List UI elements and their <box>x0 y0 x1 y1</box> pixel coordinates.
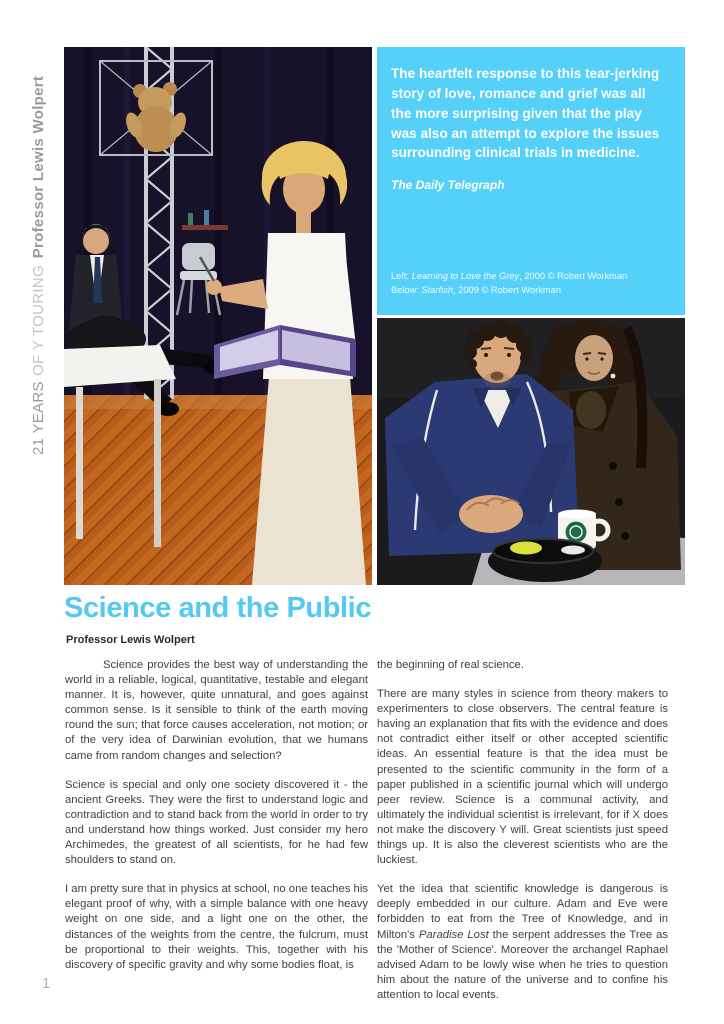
starfish-scene-photo <box>377 318 685 585</box>
sidebar-touring-label: OF Y TOURING <box>30 265 47 376</box>
stage-photo-illustration <box>64 47 372 585</box>
article-column-left <box>65 658 368 987</box>
actors-photo-illustration <box>377 318 685 585</box>
press-quote-box <box>377 47 685 315</box>
paragraph: Science provides the best way of understanding the world in a reliable, logical, quantitative, testable and elegant manner. It is, however, quite unnatural, and goes against common sense. Is it sensible to think of the earth moving round the sun; that force causes acceleration, not motion; or of the very idea of Darwinian evolution, that we humans came from random changes and selection? <box>65 659 368 762</box>
black-bag <box>488 539 602 582</box>
photo-captions <box>391 270 671 297</box>
press-quote-attribution: The Daily Telegraph <box>391 178 505 193</box>
sidebar-years-label: 21 YEARS <box>30 381 47 455</box>
article-column-right <box>377 658 668 1017</box>
stage-rehearsal-photo <box>64 47 372 585</box>
paragraph: the beginning of real science. <box>377 659 524 671</box>
article-author: Professor Lewis Wolpert <box>66 634 195 646</box>
clasped-hands <box>459 495 523 533</box>
page-number: 1 <box>42 975 51 992</box>
paragraph: There are many styles in science from theory makers to experimenters to close observers. The central feature is having an explanation that fits with the evidence and does not contradict either itself or other accepted scientific ideas. An essential feature is that the idea must be presented to the scientific community in the form of a paper published in a scientific journal which will undergo peer review. Science is a communal activity, and ultimately the individual scientist is irrelevant, for if X does not make the discovery Y will. Great scientists just speed things up. It is also the cleverest scientists who are the luckiest. <box>377 688 668 867</box>
sidebar-author-label: Professor Lewis Wolpert <box>30 75 47 259</box>
paragraph: I am pretty sure that in physics at school, no one teaches his elegant proof of why, with a simple balance with one heavy weight on one side, and a light one on the other, the distances of the weights from the centre, the fulcrum, must be proportional to their weights. This, together with his discovery of specific gravity and why some bodies float, is <box>65 883 368 971</box>
caption-line-1: Left: Learning to Love the Grey, 2000 © Robert Workman <box>391 271 628 282</box>
sidebar-vertical-text <box>30 76 47 455</box>
yellow-item <box>510 542 542 555</box>
book-title-italic: Paradise Lost <box>418 928 489 941</box>
white-card <box>561 546 585 555</box>
caption-line-2: Below: Starfish, 2009 © Robert Workman <box>391 284 561 295</box>
press-quote-text: The heartfelt response to this tear-jerking story of love, romance and grief was all the more surprising given that the play was also an attempt to explore the issues surrounding clinical trials in medicine. <box>391 66 660 161</box>
paragraph: Science is special and only one society discovered it - the ancient Greeks. They were the first to understand logic and contradiction and to stand back from the world in order to try and understand how things worked. Just consider my hero Archimedes, the greatest of all scientists, for he had few shoulders to stand on. <box>65 778 368 867</box>
paragraph: Yet the idea that scientific knowledge is dangerous is deeply embedded in our culture. Adam and Eve were forbidden to eat from the Tree of Knowledge, and in Milton's Paradise Lost the serpent addresses the Tree as the 'Mother of Science'. Moreover the archangel Raphael advised Adam to be lowly wise when he tries to question him about the nature of the universe and to confine his attention to local events. <box>377 883 669 1001</box>
article-title: Science and the Public <box>64 592 372 624</box>
